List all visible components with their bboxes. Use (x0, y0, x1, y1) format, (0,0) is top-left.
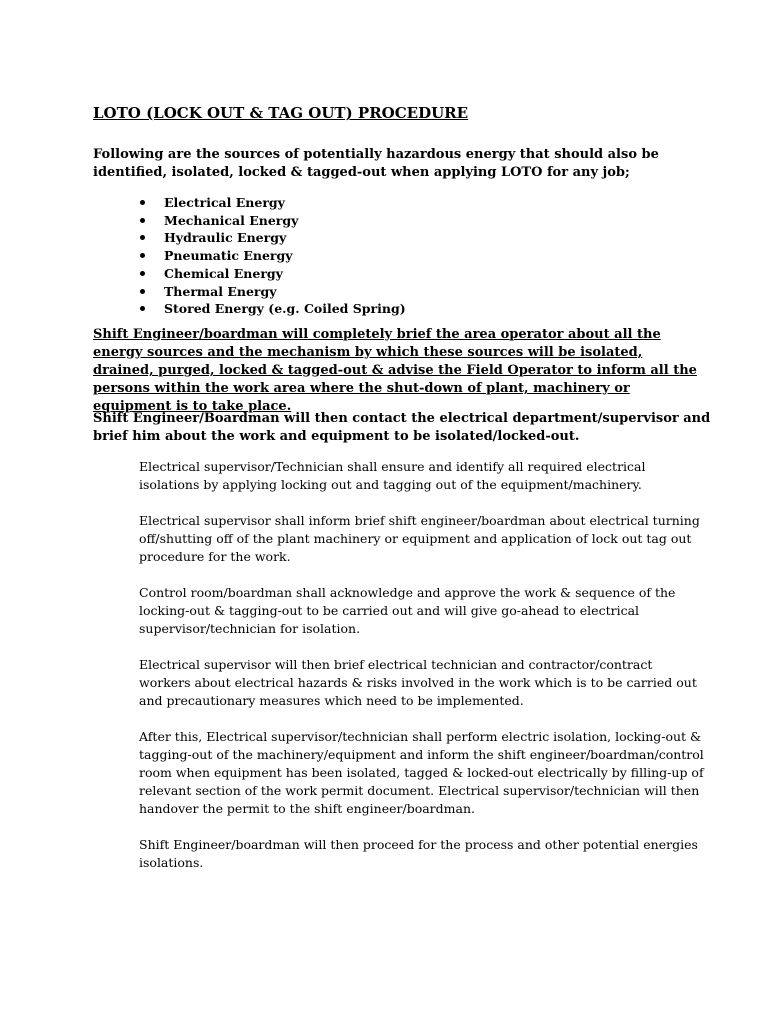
bullet-icon (140, 235, 145, 240)
list-item-label: Stored Energy (e.g. Coiled Spring) (164, 301, 406, 317)
document-title: LOTO (LOCK OUT & TAG OUT) PROCEDURE (93, 104, 469, 122)
list-item-label: Thermal Energy (164, 283, 277, 299)
step-paragraph: Electrical supervisor will then brief electrical technician and contractor/contract workers about electrical hazards & risks involved in the work which is to be carried out and precautionary measures which need to be implemented. (139, 657, 697, 708)
list-item-label: Hydraulic Energy (164, 230, 287, 246)
bullet-icon (140, 306, 145, 311)
bullet-icon (140, 289, 145, 294)
list-item-label: Pneumatic Energy (164, 248, 293, 264)
intro-paragraph: Following are the sources of potentially hazardous energy that should also be identified, isolated, locked & tagged-out when applying LOTO for any job; (93, 147, 659, 180)
list-item (140, 212, 406, 230)
list-item (140, 283, 406, 301)
step-paragraph: Electrical supervisor shall inform brief shift engineer/boardman about electrical turning off/shutting off of the plant machinery or equipment and application of lock out tag out procedure for the work. (139, 513, 700, 564)
procedure-steps (139, 458, 707, 890)
energy-sources-list (140, 194, 406, 318)
list-item (140, 229, 406, 247)
bullet-icon (140, 253, 145, 258)
contact-paragraph: Shift Engineer/Boardman will then contact the electrical department/supervisor and brief him about the work and equipment to be isolated/locked-out. (93, 411, 711, 444)
list-item-label: Mechanical Energy (164, 212, 299, 228)
step-paragraph: Electrical supervisor/Technician shall ensure and identify all required electrical isolations by applying locking out and tagging out of the equipment/machinery. (139, 459, 646, 492)
brief-paragraph: Shift Engineer/boardman will completely brief the area operator about all the energy sources and the mechanism by which these sources will be isolated, drained, purged, locked & tagged-out & advise the Field Operator to inform all the persons within the work area where the shut-down of plant, machinery or equipment is to take place. (93, 327, 697, 414)
step-paragraph: Control room/boardman shall acknowledge and approve the work & sequence of the locking-out & tagging-out to be carried out and will give go-ahead to electrical supervisor/technician for isolation. (139, 585, 676, 636)
bullet-icon (140, 271, 145, 276)
step-paragraph: Shift Engineer/boardman will then proceed for the process and other potential energies isolations. (139, 837, 698, 870)
bullet-icon (140, 200, 145, 205)
list-item-label: Electrical Energy (164, 195, 285, 210)
list-item (140, 247, 406, 265)
list-item (140, 300, 406, 318)
list-item (140, 265, 406, 283)
list-item (140, 194, 406, 212)
list-item-label: Chemical Energy (164, 265, 283, 281)
step-paragraph: After this, Electrical supervisor/technician shall perform electric isolation, locking-out & tagging-out of the machinery/equipment and inform the shift engineer/boardman/control room when equipment has been isolated, tagged & locked-out electrically by filling-up of relevant section of the work permit document. Electrical supervisor/technician will then handover the permit to the shift engineer/boardman. (139, 729, 704, 816)
bullet-icon (140, 218, 145, 223)
